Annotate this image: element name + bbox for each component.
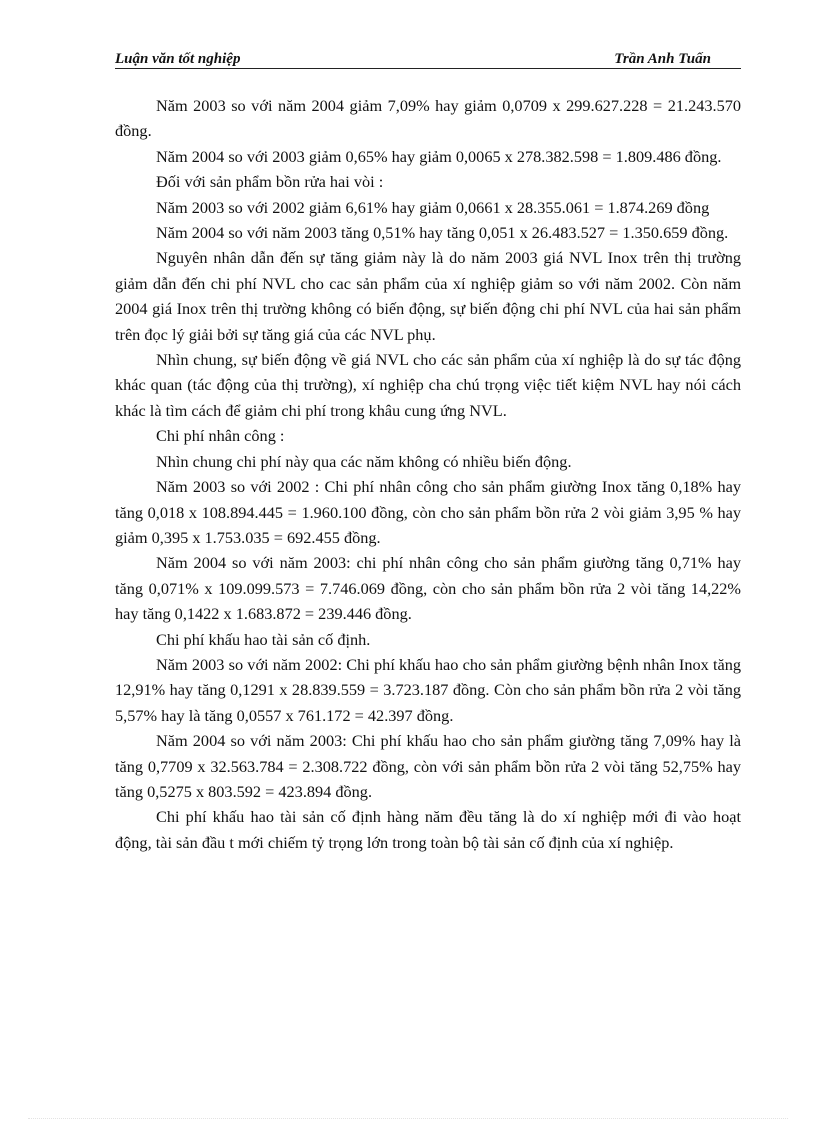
page-header [115, 48, 741, 69]
paragraph: Năm 2003 so với 2002 giảm 6,61% hay giảm 0,0661 x 28.355.061 = 1.874.269 đồng [156, 197, 710, 217]
paragraph: Chi phí nhân công : [156, 426, 285, 446]
paragraph: Năm 2003 so với năm 2004 giảm 7,09% hay giảm 0,0709 x 299.627.228 = 21.243.570 đồng. [115, 96, 741, 141]
paragraph: Chi phí khấu hao tài sản cố định hàng năm đều tăng là do xí nghiệp mới đi vào hoạt động, tài sản đầu t mới chiếm tỷ trọng lớn trong toàn bộ tài sản cố định của xí nghiệp. [115, 807, 741, 852]
paragraph: Nguyên nhân dẫn đến sự tăng giảm này là do năm 2003 giá NVL Inox trên thị trường giảm dẫn đến chi phí NVL cho cac sản phẩm của xí nghiệp giảm so với năm 2002. Còn năm 2004 giá Inox trên thị trường không có biến động, sự biến động chi phí NVL của hai sản phẩm trên đọc lý giải bởi sự tăng giá của các NVL phụ. [115, 248, 741, 344]
paragraph: Nhìn chung chi phí này qua các năm không có nhiều biến động. [156, 451, 572, 471]
paragraph: Năm 2004 so với 2003 giảm 0,65% hay giảm 0,0065 x 278.382.598 = 1.809.486 đồng. [156, 146, 722, 166]
page-bottom-divider [28, 1118, 788, 1119]
paragraph: Nhìn chung, sự biến động về giá NVL cho các sản phẩm của xí nghiệp là do sự tác động khác quan (tác động của thị trường), xí nghiệp cha chú trọng việc tiết kiệm NVL hay nói cách khác là tìm cách để giảm chi phí trong khâu cung ứng NVL. [115, 350, 741, 420]
paragraph: Năm 2004 so với năm 2003 tăng 0,51% hay tăng 0,051 x 26.483.527 = 1.350.659 đồng. [156, 223, 729, 243]
paragraph: Năm 2004 so với năm 2003: chi phí nhân công cho sản phẩm giường tăng 0,71% hay tăng 0,071% x 109.099.573 = 7.746.069 đồng, còn cho sản phẩm bồn rửa 2 vòi tăng 14,22% hay tăng 0,1422 x 1.683.872 = 239.446 đồng. [115, 553, 741, 624]
header-thesis-label: Luận văn tốt nghiệp [115, 51, 241, 67]
header-author-name: Trần Anh Tuấn [614, 51, 711, 67]
paragraph: Đối với sản phẩm bồn rửa hai vòi : [156, 172, 384, 192]
paragraph: Năm 2003 so với năm 2002: Chi phí khấu hao cho sản phẩm giường bệnh nhân Inox tăng 12,91% hay tăng 0,1291 x 28.839.559 = 3.723.187 đồng. Còn cho sản phẩm bồn rửa 2 vòi tăng 5,57% hay là tăng 0,0557 x 761.172 = 42.397 đồng. [115, 654, 741, 725]
paragraph: Năm 2003 so với 2002 : Chi phí nhân công cho sản phẩm giường Inox tăng 0,18% hay tăng 0,018 x 108.894.445 = 1.960.100 đồng, còn cho sản phẩm bồn rửa 2 vòi giảm 3,95 % hay giảm 0,395 x 1.753.035 = 692.455 đồng. [115, 477, 741, 547]
body-text [115, 93, 741, 855]
paragraph: Chi phí khấu hao tài sản cố định. [156, 629, 371, 649]
paragraph: Năm 2004 so với năm 2003: Chi phí khấu hao cho sản phẩm giường tăng 7,09% hay là tăng 0,7709 x 32.563.784 = 2.308.722 đồng, còn với sản phẩm bồn rửa 2 vòi tăng 52,75% hay tăng 0,5275 x 803.592 = 423.894 đồng. [115, 731, 741, 801]
